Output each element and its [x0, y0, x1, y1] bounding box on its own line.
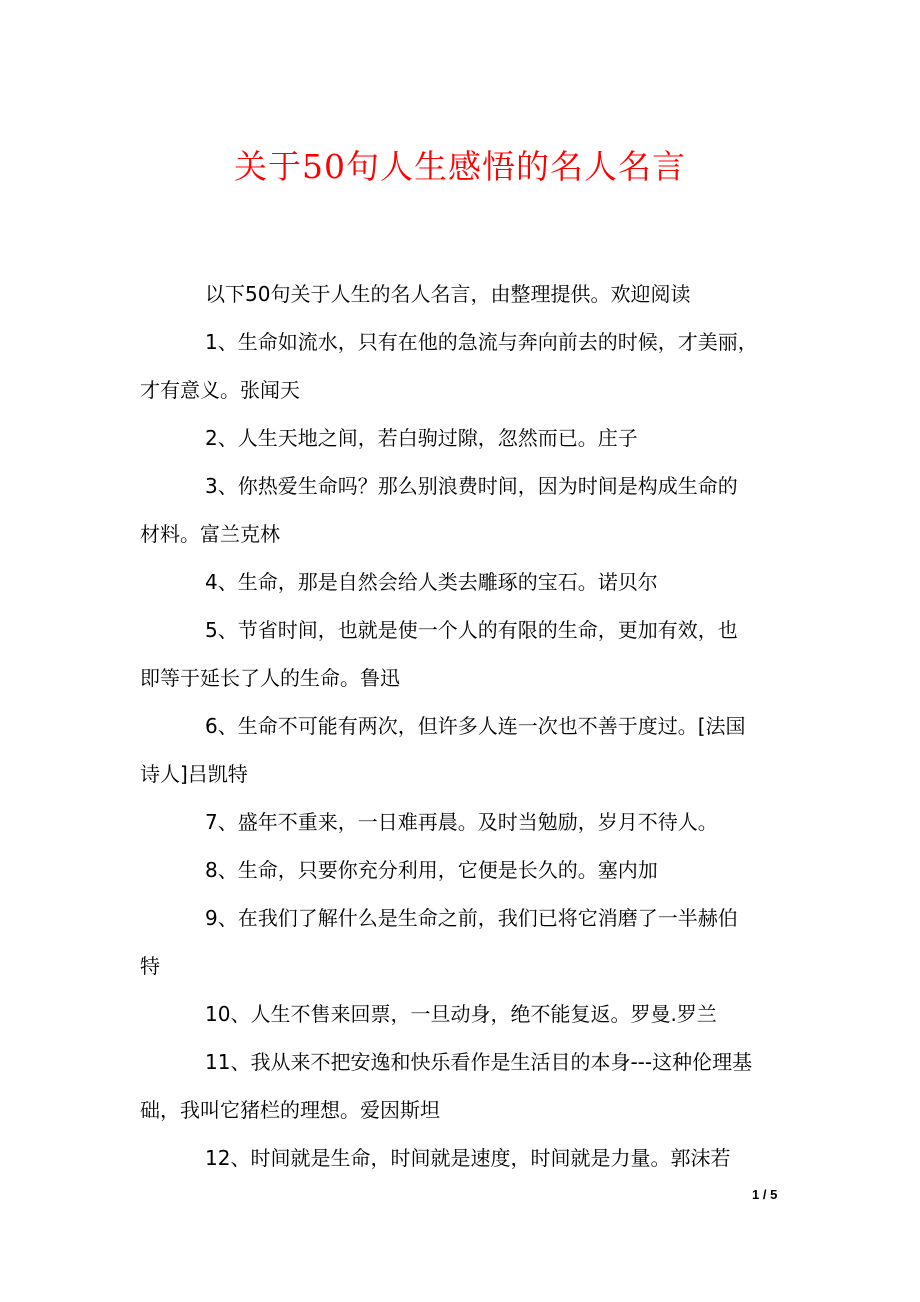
text-line: 8、生命，只要你充分利用，它便是长久的。塞内加 — [205, 858, 658, 882]
text-line: 4、生命，那是自然会给人类去雕琢的宝石。诺贝尔 — [205, 570, 658, 594]
paragraph — [140, 894, 800, 990]
text-line: 以下50句关于人生的名人名言，由整理提供。欢迎阅读 — [205, 282, 691, 306]
text-line: 6、生命不可能有两次，但许多人连一次也不善于度过。[法国 — [205, 714, 746, 738]
paragraph — [140, 558, 800, 606]
paragraph — [140, 798, 800, 846]
text-line: 2、人生天地之间，若白驹过隙，忽然而已。庄子 — [205, 426, 638, 450]
paragraph — [140, 846, 800, 894]
page-number: 1 / 5 — [752, 1187, 778, 1202]
paragraph — [140, 1134, 800, 1182]
paragraph — [140, 270, 800, 318]
text-line: 才有意义。张闻天 — [140, 378, 300, 402]
paragraph — [140, 318, 800, 414]
document-title: 关于50句人生感悟的名人名言 — [234, 147, 686, 186]
document-body — [140, 270, 800, 1182]
text-line: 材料。富兰克林 — [140, 522, 280, 546]
paragraph — [140, 606, 800, 702]
paragraph — [140, 1038, 800, 1134]
text-line: 特 — [140, 954, 160, 978]
text-line: 即等于延长了人的生命。鲁迅 — [140, 666, 400, 690]
text-line: 12、时间就是生命，时间就是速度，时间就是力量。郭沫若 — [205, 1146, 731, 1170]
paragraph — [140, 702, 800, 798]
text-line: 7、盛年不重来，一日难再晨。及时当勉励，岁月不待人。 — [205, 810, 718, 834]
text-line: 础，我叫它猪栏的理想。爱因斯坦 — [140, 1098, 440, 1122]
text-line: 诗人]吕凯特 — [140, 762, 248, 786]
text-line: 10、人生不售来回票，一旦动身，绝不能复返。罗曼.罗兰 — [205, 1002, 717, 1026]
paragraph — [140, 462, 800, 558]
paragraph — [140, 990, 800, 1038]
paragraph — [140, 414, 800, 462]
text-line: 3、你热爱生命吗？那么别浪费时间，因为时间是构成生命的 — [205, 474, 738, 498]
text-line: 5、节省时间，也就是使一个人的有限的生命，更加有效，也 — [205, 618, 738, 642]
text-line: 9、在我们了解什么是生命之前，我们已将它消磨了一半赫伯 — [205, 906, 738, 930]
text-line: 11、我从来不把安逸和快乐看作是生活目的本身---这种伦理基 — [205, 1050, 753, 1074]
text-line: 1、生命如流水，只有在他的急流与奔向前去的时候，才美丽， — [205, 330, 758, 354]
